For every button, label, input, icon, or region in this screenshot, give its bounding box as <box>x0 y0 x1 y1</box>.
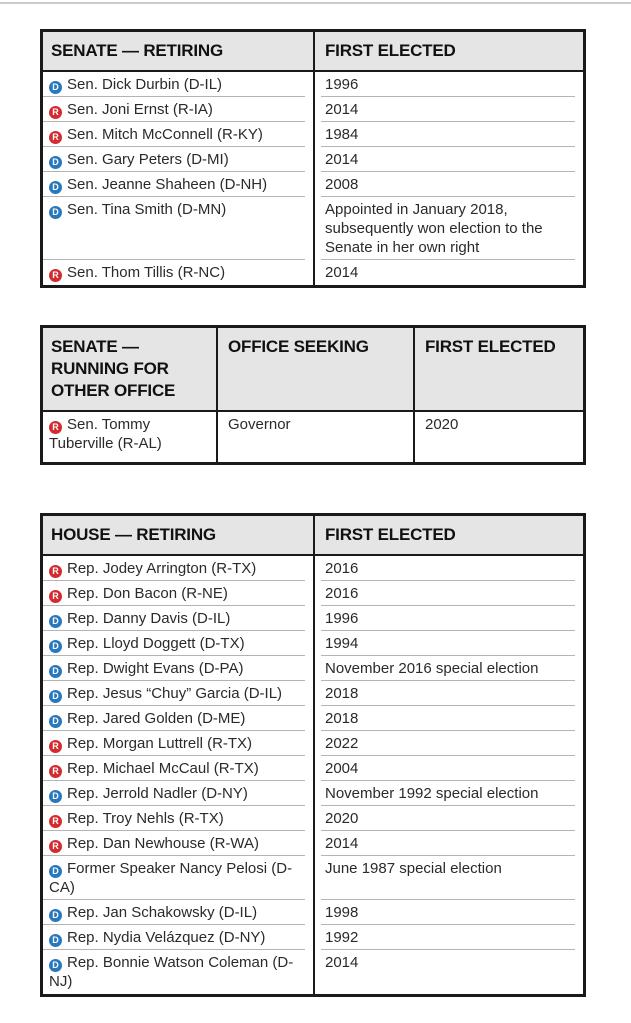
table-body <box>43 556 583 994</box>
republican-icon: R <box>49 590 62 603</box>
democrat-icon: D <box>49 665 62 678</box>
first-elected-cell: 2016 <box>313 556 583 581</box>
column-header: HOUSE — RETIRING <box>51 525 216 544</box>
table-row <box>43 631 583 656</box>
first-elected-cell: 2014 <box>313 260 583 285</box>
member-cell: D Rep. Jesus “Chuy” Garcia (D-IL) <box>43 681 313 706</box>
first-elected-cell: 1998 <box>313 900 583 925</box>
column-header: FIRST ELECTED <box>313 516 583 554</box>
member-cell: R Rep. Troy Nehls (R-TX) <box>43 806 313 831</box>
first-elected-cell: 2020 <box>413 412 583 462</box>
senate-running-for-other-office-table <box>40 325 586 465</box>
column-header: FIRST ELECTED <box>313 32 583 70</box>
member-cell: R Rep. Dan Newhouse (R-WA) <box>43 831 313 856</box>
table-row <box>43 581 583 606</box>
first-elected-cell: 2018 <box>313 681 583 706</box>
table-row <box>43 681 583 706</box>
column-header: FIRST ELECTED <box>413 328 583 410</box>
member-cell: R Rep. Morgan Luttrell (R-TX) <box>43 731 313 756</box>
table-row <box>43 706 583 731</box>
first-elected-cell: 2020 <box>313 806 583 831</box>
democrat-icon: D <box>49 715 62 728</box>
first-elected-cell: 1994 <box>313 631 583 656</box>
democrat-icon: D <box>49 690 62 703</box>
table-row <box>43 147 583 172</box>
member-cell: R Rep. Jodey Arrington (R-TX) <box>43 556 313 581</box>
republican-icon: R <box>49 131 62 144</box>
table-row <box>43 756 583 781</box>
member-cell: R Rep. Don Bacon (R-NE) <box>43 581 313 606</box>
republican-icon: R <box>49 106 62 119</box>
democrat-icon: D <box>49 865 62 878</box>
democrat-icon: D <box>49 81 62 94</box>
first-elected-cell: November 2016 special election <box>313 656 583 681</box>
member-cell: D Rep. Nydia Velázquez (D-NY) <box>43 925 313 950</box>
table-row <box>43 856 583 900</box>
first-elected-cell: 2008 <box>313 172 583 197</box>
senate-retiring-table <box>40 29 586 288</box>
table-row <box>43 606 583 631</box>
member-cell: D Sen. Jeanne Shaheen (D-NH) <box>43 172 313 197</box>
member-cell: D Rep. Bonnie Watson Coleman (D-NJ) <box>49 954 294 990</box>
column-header: SENATE — RUNNING FOR OTHER OFFICE <box>51 337 176 400</box>
republican-icon: R <box>49 269 62 282</box>
first-elected-cell: 1992 <box>313 925 583 950</box>
table-row <box>43 97 583 122</box>
republican-icon: R <box>49 740 62 753</box>
member-cell: D Rep. Danny Davis (D-IL) <box>43 606 313 631</box>
member-cell: D Sen. Dick Durbin (D-IL) <box>43 72 313 97</box>
republican-icon: R <box>49 840 62 853</box>
office-seeking-cell: Governor <box>216 412 413 462</box>
democrat-icon: D <box>49 640 62 653</box>
table-row <box>43 412 583 462</box>
member-cell: D Rep. Jerrold Nadler (D-NY) <box>43 781 313 806</box>
table-row <box>43 260 583 285</box>
table-row <box>43 556 583 581</box>
member-cell: D Sen. Gary Peters (D-MI) <box>43 147 313 172</box>
democrat-icon: D <box>49 909 62 922</box>
first-elected-cell: 2014 <box>313 831 583 856</box>
table-body <box>43 72 583 285</box>
page <box>0 2 631 997</box>
first-elected-cell: 2018 <box>313 706 583 731</box>
table-header-row <box>43 32 583 72</box>
table-row <box>43 900 583 925</box>
member-cell: D Rep. Lloyd Doggett (D-TX) <box>43 631 313 656</box>
table-header-row <box>43 516 583 556</box>
first-elected-cell: November 1992 special election <box>313 781 583 806</box>
democrat-icon: D <box>49 934 62 947</box>
republican-icon: R <box>49 565 62 578</box>
column-header: OFFICE SEEKING <box>216 328 413 410</box>
member-cell: R Sen. Tommy Tuberville (R-AL) <box>49 416 162 452</box>
column-header: SENATE — RETIRING <box>51 41 223 60</box>
member-cell: D Rep. Dwight Evans (D-PA) <box>43 656 313 681</box>
table-row <box>43 831 583 856</box>
first-elected-cell: 2014 <box>313 950 583 994</box>
first-elected-cell: June 1987 special election <box>313 856 583 900</box>
table-row <box>43 806 583 831</box>
table-row <box>43 781 583 806</box>
republican-icon: R <box>49 815 62 828</box>
first-elected-cell: Appointed in January 2018, subsequently won election to the Senate in her own right <box>313 197 583 260</box>
first-elected-cell: 2022 <box>313 731 583 756</box>
democrat-icon: D <box>49 790 62 803</box>
republican-icon: R <box>49 421 62 434</box>
member-cell: R Sen. Mitch McConnell (R-KY) <box>43 122 313 147</box>
table-row <box>43 731 583 756</box>
democrat-icon: D <box>49 206 62 219</box>
member-cell: D Rep. Jan Schakowsky (D-IL) <box>43 900 313 925</box>
member-cell: D Former Speaker Nancy Pelosi (D-CA) <box>43 856 313 900</box>
republican-icon: R <box>49 765 62 778</box>
table-header-row <box>43 328 583 412</box>
first-elected-cell: 2004 <box>313 756 583 781</box>
table-row <box>43 122 583 147</box>
top-rule <box>0 2 631 4</box>
first-elected-cell: 2014 <box>313 147 583 172</box>
democrat-icon: D <box>49 615 62 628</box>
member-cell: R Rep. Michael McCaul (R-TX) <box>43 756 313 781</box>
first-elected-cell: 1996 <box>313 606 583 631</box>
table-row <box>43 656 583 681</box>
first-elected-cell: 1996 <box>313 72 583 97</box>
first-elected-cell: 2016 <box>313 581 583 606</box>
democrat-icon: D <box>49 181 62 194</box>
first-elected-cell: 2014 <box>313 97 583 122</box>
table-row <box>43 72 583 97</box>
democrat-icon: D <box>49 156 62 169</box>
member-cell: R Sen. Thom Tillis (R-NC) <box>43 260 313 285</box>
table-row <box>43 197 583 260</box>
first-elected-cell: 1984 <box>313 122 583 147</box>
member-cell: D Sen. Tina Smith (D-MN) <box>43 197 313 260</box>
table-body <box>43 412 583 462</box>
table-row <box>43 950 583 994</box>
house-retiring-table <box>40 513 586 997</box>
table-row <box>43 925 583 950</box>
table-row <box>43 172 583 197</box>
democrat-icon: D <box>49 959 62 972</box>
member-cell: R Sen. Joni Ernst (R-IA) <box>43 97 313 122</box>
member-cell: D Rep. Jared Golden (D-ME) <box>43 706 313 731</box>
